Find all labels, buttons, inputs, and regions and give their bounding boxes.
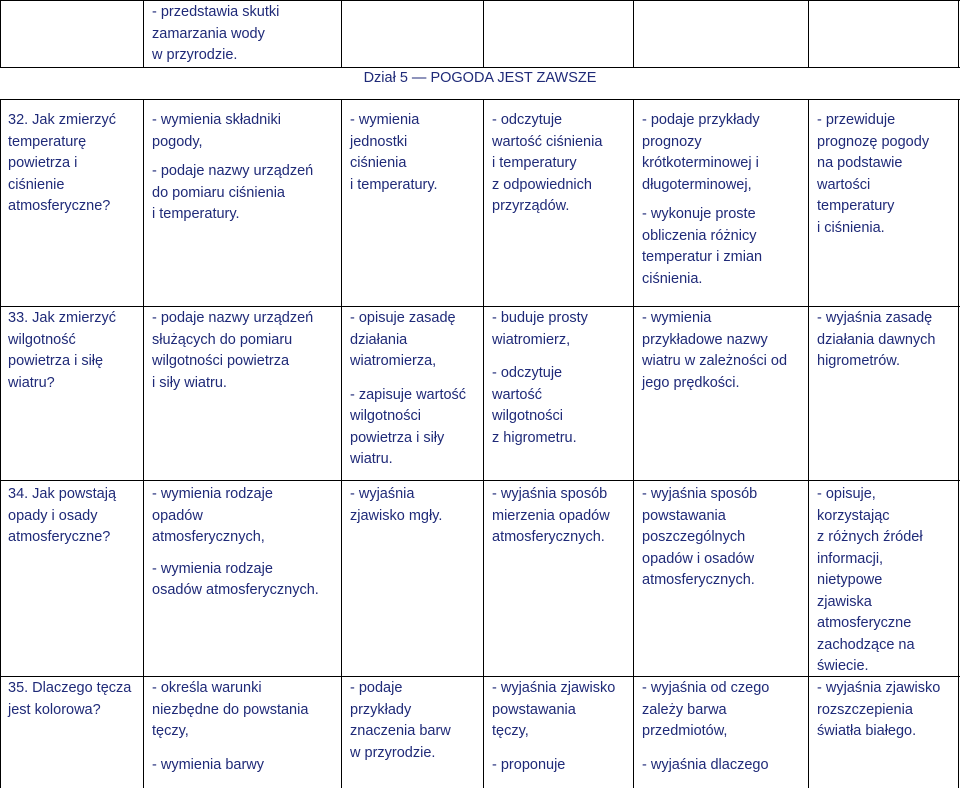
row-35-topic bbox=[8, 678, 142, 721]
grid-vline-4b bbox=[633, 99, 634, 788]
row-32-topic-text: 32. Jak zmierzyć temperaturę powietrza i ciśnienie atmosferyczne? bbox=[8, 112, 116, 214]
row-35-col3 bbox=[350, 678, 480, 764]
spacer bbox=[642, 743, 806, 755]
grid-vline-6b bbox=[958, 99, 959, 788]
row-32-col5b: - wykonuje proste obliczenia różnicy temperatur i zmian ciśnienia. bbox=[642, 206, 763, 287]
row-35-col4a: - wyjaśnia zjawisko powstawania tęczy, bbox=[492, 680, 616, 739]
row-33-col4b: - odczytuje wartość wilgotności z higrometru. bbox=[492, 365, 577, 446]
row-35-col5 bbox=[642, 678, 806, 776]
row-33-topic-text: 33. Jak zmierzyć wilgotność powietrza i siłę wiatru? bbox=[8, 310, 116, 391]
row-35-col2 bbox=[152, 678, 338, 776]
grid-vline-0 bbox=[0, 0, 1, 68]
row-35-col3-text: - podaje przykłady znaczenia barw w przyrodzie. bbox=[350, 680, 451, 761]
row-34-col2 bbox=[152, 484, 338, 602]
row-33-col2-text: - podaje nazwy urządzeń służących do pomiaru wilgotności powietrza i siły wiatru. bbox=[152, 310, 314, 391]
row-34-col3 bbox=[350, 484, 480, 527]
row-34-col2b: - wymienia rodzaje osadów atmosferycznych. bbox=[152, 560, 319, 598]
spacer bbox=[492, 351, 630, 363]
row-32-col2 bbox=[152, 110, 338, 226]
row-32-col5 bbox=[642, 110, 806, 290]
row-34-topic bbox=[8, 484, 140, 549]
grid-vline-2 bbox=[341, 0, 342, 68]
row-33-col4a: - buduje prosty wiatromierz, bbox=[492, 310, 588, 348]
grid-line-row-35 bbox=[0, 676, 960, 677]
row-32-col4 bbox=[492, 110, 630, 218]
row-32-col5a: - podaje przykłady prognozy krótkoterminowej i długoterminowej, bbox=[642, 112, 760, 193]
row-35-topic-text: 35. Dlaczego tęcza jest kolorowa? bbox=[8, 680, 132, 718]
row-35-col5a: - wyjaśnia od czego zależy barwa przedmiotów, bbox=[642, 680, 770, 739]
row-34-col2a: - wymienia rodzaje opadów atmosferycznych, bbox=[152, 486, 273, 545]
row-35-col2b: - wymienia barwy bbox=[152, 756, 264, 773]
grid-line-top bbox=[0, 0, 960, 1]
spacer bbox=[152, 549, 338, 559]
grid-vline-3b bbox=[483, 99, 484, 788]
grid-vline-1 bbox=[143, 0, 144, 68]
row-33-col6 bbox=[817, 308, 957, 373]
spacer bbox=[642, 196, 806, 204]
row-32-col4-text: - odczytuje wartość ciśnienia i temperatury z odpowiednich przyrządów. bbox=[492, 112, 603, 214]
row-34-topic-text: 34. Jak powstają opady i osady atmosferyczne? bbox=[8, 486, 117, 545]
row-33-col3a: - opisuje zasadę działania wiatromierza, bbox=[350, 310, 456, 369]
row-35-col4 bbox=[492, 678, 632, 776]
grid-vline-6 bbox=[958, 0, 959, 68]
row-32-col6 bbox=[817, 110, 957, 239]
row-32-topic bbox=[8, 110, 140, 218]
row-35-col6-text: - wyjaśnia zjawisko rozszczepienia światła białego. bbox=[817, 680, 941, 739]
row-35-col6 bbox=[817, 678, 957, 743]
row-32-col3 bbox=[350, 110, 480, 196]
grid-vline-4 bbox=[633, 0, 634, 68]
grid-vline-2b bbox=[341, 99, 342, 788]
row-33-col5 bbox=[642, 308, 806, 394]
top-row-cell bbox=[152, 2, 337, 67]
grid-vline-5 bbox=[808, 0, 809, 68]
row-33-col4 bbox=[492, 308, 630, 449]
row-34-col5-text: - wyjaśnia sposób powstawania poszczególnych opadów i osadów atmosferycznych. bbox=[642, 486, 758, 588]
row-35-col5b: - wyjaśnia dlaczego bbox=[642, 756, 769, 773]
row-33-col6-text: - wyjaśnia zasadę działania dawnych higrometrów. bbox=[817, 310, 936, 369]
row-33-topic bbox=[8, 308, 140, 394]
row-32-col6-text: - przewiduje prognozę pogody na podstawie wartości temperatury i ciśnienia. bbox=[817, 112, 930, 236]
grid-line-row-34 bbox=[0, 480, 960, 481]
grid-line-title-bottom bbox=[0, 99, 960, 100]
grid-vline-3 bbox=[483, 0, 484, 68]
row-33-col3b: - zapisuje wartość wilgotności powietrza i siły wiatru. bbox=[350, 386, 467, 467]
section-title: Dział 5 — POGODA JEST ZAWSZE bbox=[363, 70, 597, 86]
row-34-col3-text: - wyjaśnia zjawisko mgły. bbox=[350, 486, 443, 524]
grid-vline-1b bbox=[143, 99, 144, 788]
row-32-col2a: - wymienia składniki pogody, bbox=[152, 112, 281, 150]
row-34-col4 bbox=[492, 484, 632, 549]
top-row-text: - przedstawia skutki zamarzania wody w przyrodzie. bbox=[152, 4, 280, 63]
row-33-col5-text: - wymienia przykładowe nazwy wiatru w zależności od jego prędkości. bbox=[642, 310, 788, 391]
spacer bbox=[350, 373, 480, 385]
row-32-col2b: - podaje nazwy urządzeń do pomiaru ciśnienia i temperatury. bbox=[152, 163, 314, 222]
row-34-col6 bbox=[817, 484, 957, 678]
spacer bbox=[492, 743, 632, 755]
row-35-col2a: - określa warunki niezbędne do powstania tęczy, bbox=[152, 680, 309, 739]
row-34-col5 bbox=[642, 484, 806, 592]
grid-line-row-33 bbox=[0, 306, 960, 307]
row-33-col3 bbox=[350, 308, 480, 471]
grid-vline-5b bbox=[808, 99, 809, 788]
row-35-col4b: - proponuje bbox=[492, 756, 566, 773]
row-32-col3-text: - wymienia jednostki ciśnienia i temperatury. bbox=[350, 112, 438, 193]
row-34-col6-text: - opisuje, korzystając z różnych źródeł informacji, nietypowe zjawiska atmosferyczne zachodzące na świecie. bbox=[817, 486, 923, 674]
spacer bbox=[152, 743, 338, 755]
spacer bbox=[152, 153, 338, 161]
grid-vline-0b bbox=[0, 99, 1, 788]
row-33-col2 bbox=[152, 308, 338, 394]
row-34-col4-text: - wyjaśnia sposób mierzenia opadów atmosferycznych. bbox=[492, 486, 610, 545]
